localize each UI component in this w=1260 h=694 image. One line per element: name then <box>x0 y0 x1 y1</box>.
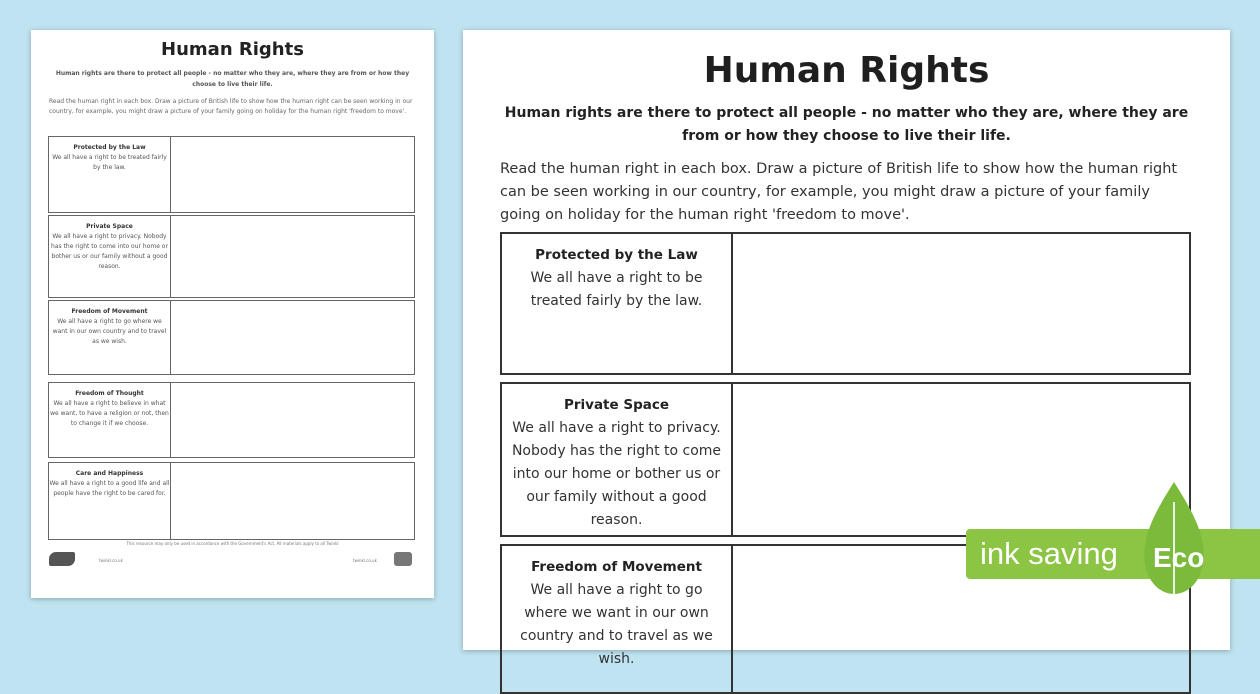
ink-saving-badge <box>966 482 1260 630</box>
thumbnail-right-box <box>48 462 415 540</box>
right-heading: Private Space <box>563 397 670 413</box>
thumbnail-instructions: Read the human right in each box. Draw a picture of British life to show how the human right can be seen working in our country, for example, you might draw a picture of your family going on holiday for the human right 'freedom to move'. <box>49 98 413 115</box>
thumbnail-right-heading: Care and Happiness <box>75 470 144 477</box>
twinkl-logo-icon <box>49 552 75 566</box>
thumbnail-right-heading: Private Space <box>86 223 133 230</box>
thumbnail-right-box <box>48 136 415 213</box>
thumbnail-footer-left: twinkl.co.uk <box>99 558 123 563</box>
badge-label: ink saving <box>980 536 1118 571</box>
page-title: Human Rights <box>703 50 990 91</box>
thumbnail-right-heading: Freedom of Thought <box>75 390 144 397</box>
right-heading: Protected by the Law <box>535 247 698 263</box>
thumbnail-right-box <box>48 215 415 298</box>
thumbnail-right-text: We all have a right to believe in what we want, to have a religion or not, then to change it if we choose. <box>50 400 169 427</box>
thumbnail-right-heading: Freedom of Movement <box>71 308 148 315</box>
right-box <box>500 232 1191 375</box>
page-subtitle: Human rights are there to protect all people - no matter who they are, where they are from or how they choose to live their life. <box>504 105 1189 144</box>
right-text: We all have a right to go where we want in our own country and to travel as we wish. <box>520 582 713 667</box>
thumbnail-right-box <box>48 300 415 375</box>
right-text: We all have a right to privacy. Nobody has the right to come into our home or bother us or our family without a good reason. <box>511 420 722 528</box>
page-instructions: Read the human right in each box. Draw a picture of British life to show how the human right can be seen working in our country, for example, you might draw a picture of your family going on holiday for the human right 'freedom to move'. <box>500 161 1178 223</box>
thumbnail-footer-right: twinkl.co.uk <box>353 558 377 563</box>
worksheet-thumbnail <box>31 30 434 598</box>
thumbnail-right-heading: Protected by the Law <box>73 144 146 151</box>
thumbnail-right-text: We all have a right to be treated fairly by the law. <box>52 154 167 171</box>
footer-badge-icon <box>394 552 412 566</box>
thumbnail-right-text: We all have a right to go where we want in our own country and to travel as we wish. <box>52 318 167 345</box>
thumbnail-footer-note: This resource may only be used in accordance with the Government's Act. All materials apply to all Twinkl <box>126 541 339 546</box>
thumbnail-title: Human Rights <box>161 39 304 60</box>
thumbnail-right-text: We all have a right to privacy. Nobody has the right to come into our home or bother us or our family without a good reason. <box>51 233 168 270</box>
thumbnail-subtitle: Human rights are there to protect all people - no matter who they are, where they are from or how they choose to live their life. <box>55 70 410 88</box>
thumbnail-right-box <box>48 382 415 458</box>
badge-eco: Eco <box>1153 542 1205 573</box>
right-heading: Freedom of Movement <box>531 559 702 575</box>
right-text: We all have a right to be treated fairly by the law. <box>530 270 703 309</box>
thumbnail-right-text: We all have a right to a good life and all people have the right to be cared for. <box>49 480 170 497</box>
